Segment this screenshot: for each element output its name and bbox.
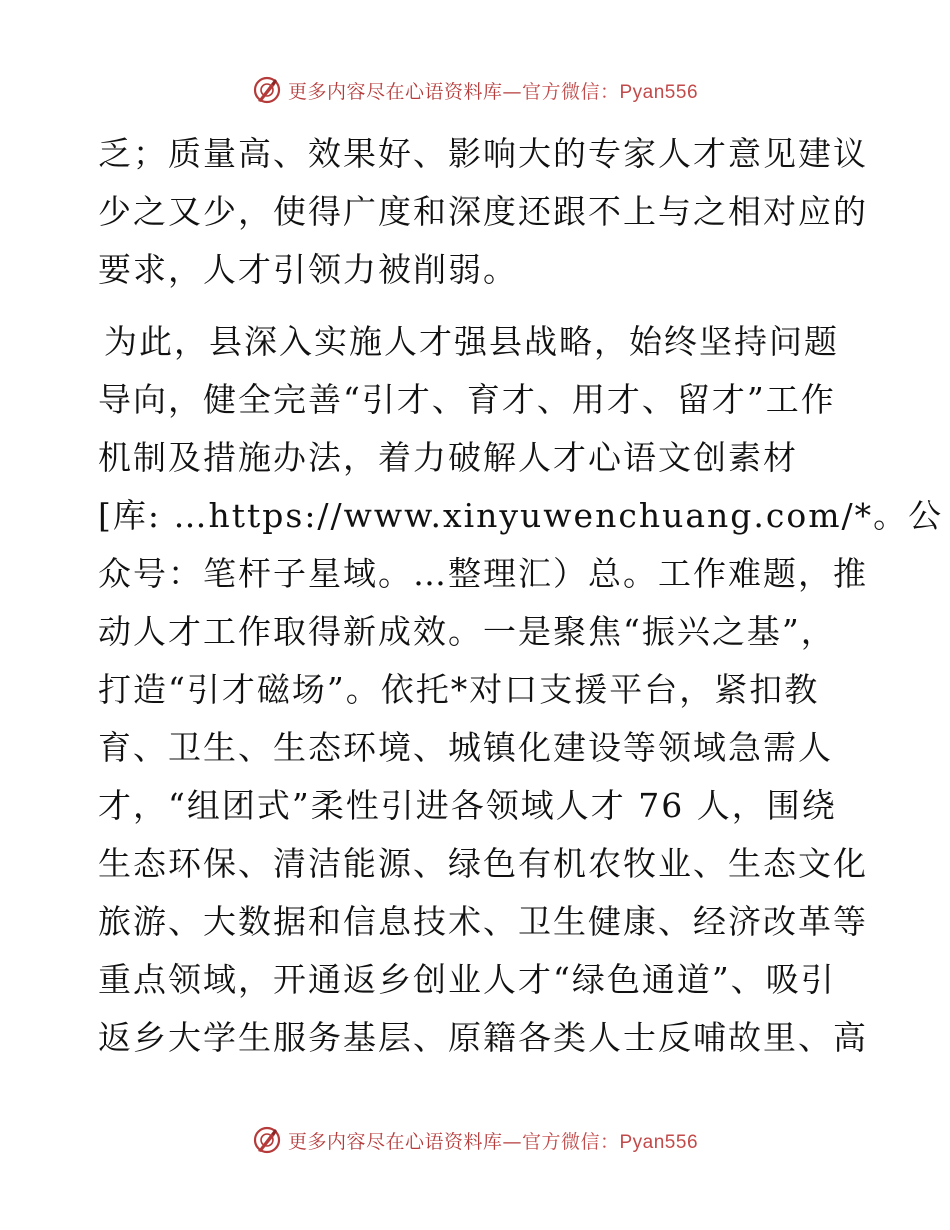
text-line: 育、卫生、生态环境、城镇化建设等领域急需人	[98, 728, 833, 767]
banner-wechat-label: 官方微信：	[521, 80, 620, 103]
text-line: 要求，人才引领力被削弱。	[98, 250, 518, 289]
text-line: 乏；质量高、效果好、影响大的专家人才意见建议	[98, 134, 868, 173]
footer-banner	[0, 1120, 950, 1160]
paragraph-2	[98, 313, 944, 1067]
banner-text	[288, 77, 698, 104]
text-line: 生态环保、清洁能源、绿色有机农牧业、生态文化	[98, 844, 868, 883]
text-line: 打造“引才磁场”。依托*对口支援平台，紧扣教	[98, 670, 820, 709]
paragraph-1	[98, 125, 868, 299]
pen-logo-icon	[252, 75, 282, 105]
text-line: [库: …https://www.xinyuwenchuang.com/*。公	[98, 496, 944, 535]
banner-main-text: 更多内容尽在心语资料库—	[287, 1130, 522, 1153]
text-line: 少之又少，使得广度和深度还跟不上与之相对应的	[98, 192, 868, 231]
document-body	[98, 125, 944, 1067]
text-line: 机制及措施办法，着力破解人才心语文创素材	[98, 438, 798, 477]
text-line: 动人才工作取得新成效。一是聚焦“振兴之基”，	[98, 612, 836, 651]
banner-main-text: 更多内容尽在心语资料库—	[287, 80, 522, 103]
text-line: 才，“组团式”柔性引进各领域人才 76 人，围绕	[98, 786, 837, 825]
banner-wechat-id: Pyan556	[619, 1131, 699, 1153]
text-line: 为此，县深入实施人才强县战略，始终坚持问题	[104, 322, 839, 361]
pen-logo-icon	[252, 1125, 282, 1155]
banner-wechat-id: Pyan556	[619, 81, 699, 103]
banner-wechat-label: 官方微信：	[521, 1130, 620, 1153]
banner-text	[288, 1127, 698, 1154]
header-banner	[0, 70, 950, 110]
text-line: 众号：笔杆子星域。…整理汇）总。工作难题，推	[98, 554, 868, 593]
text-line: 导向，健全完善“引才、育才、用才、留才”工作	[98, 380, 836, 419]
text-line: 旅游、大数据和信息技术、卫生健康、经济改革等	[98, 902, 868, 941]
text-line: 重点领域，开通返乡创业人才“绿色通道”、吸引	[98, 960, 836, 999]
text-line: 返乡大学生服务基层、原籍各类人士反哺故里、高	[98, 1018, 868, 1057]
